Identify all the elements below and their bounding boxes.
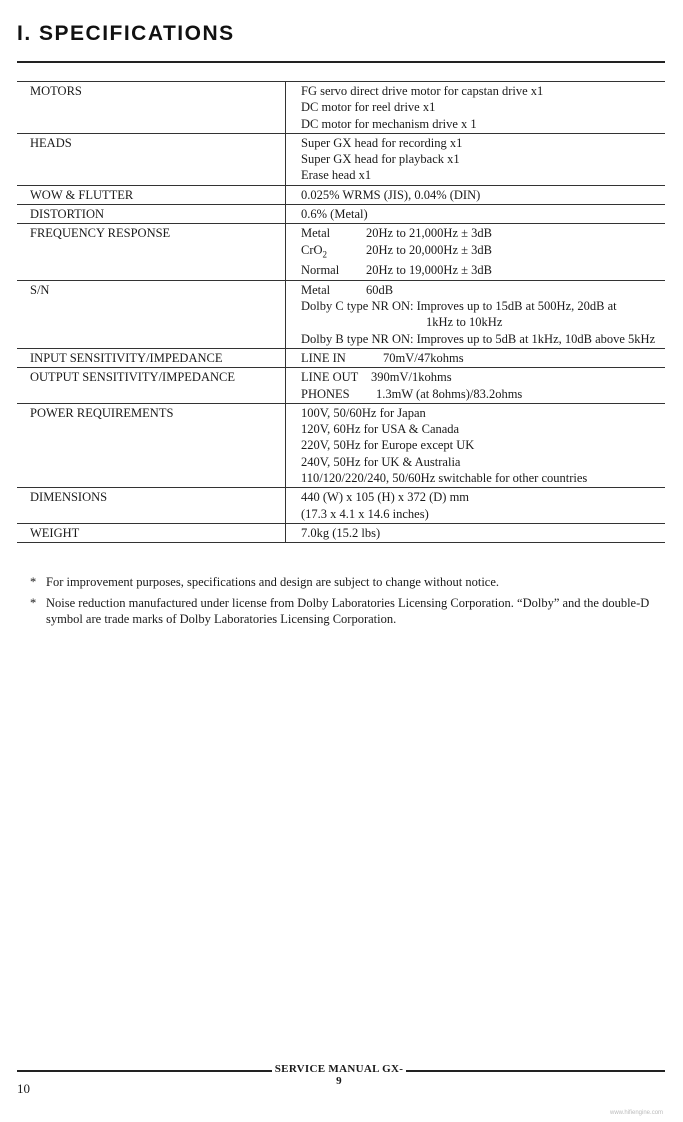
spec-label: FREQUENCY RESPONSE: [30, 226, 171, 241]
port-value: 70mV/47kohms: [383, 350, 464, 365]
title-rule: [17, 61, 665, 63]
sn-value: 60dB: [366, 282, 394, 297]
spec-line: 240V, 50Hz for UK & Australia: [301, 454, 461, 469]
page-number: 10: [17, 1081, 30, 1096]
asterisk: *: [30, 575, 37, 589]
spec-line: FG servo direct drive motor for capstan drive x1: [301, 84, 544, 98]
spec-label: OUTPUT SENSITIVITY/IMPEDANCE: [30, 370, 235, 385]
spec-row-weight: [17, 523, 665, 542]
note-text: For improvement purposes, specifications and design are subject to change without notice.: [46, 575, 500, 589]
tape-type-base: CrO: [301, 242, 323, 257]
asterisk: *: [30, 595, 37, 610]
spec-pair-metal: [301, 225, 663, 241]
freq-range: 20Hz to 19,000Hz ± 3dB: [366, 263, 492, 278]
specifications-table: [17, 81, 665, 543]
spec-value: [286, 403, 666, 487]
spec-value: 0.6% (Metal): [286, 205, 666, 224]
spec-line: 110/120/220/240, 50/60Hz switchable for other countries: [301, 471, 588, 486]
spec-value: [286, 488, 666, 524]
spec-value: 0.025% WRMS (JIS), 0.04% (DIN): [286, 185, 666, 204]
spec-row-input: [17, 348, 665, 367]
spec-pair-line-out: [301, 369, 663, 385]
spec-row-heads: [17, 133, 665, 185]
spec-row-motors: [17, 82, 665, 134]
port-value: 390mV/1kohms: [371, 370, 452, 385]
spec-line: Dolby B type NR ON: Improves up to 5dB at 1kHz, 10dB above 5kHz: [301, 331, 656, 346]
spec-line: 1kHz to 10kHz: [426, 315, 503, 330]
note-item: [30, 595, 670, 628]
note-text: Noise reduction manufactured under license from Dolby Laboratories Licensing Corporation. “Dolby” and the double-D symbol are trade marks of Dolby Laboratories Licensing Corporation.: [46, 595, 650, 626]
spec-row-wow-flutter: [17, 185, 665, 204]
spec-label: POWER REQUIREMENTS: [30, 405, 174, 420]
spec-label: DIMENSIONS: [30, 490, 108, 505]
spec-label: WOW & FLUTTER: [30, 187, 134, 202]
port-name: LINE OUT: [301, 370, 359, 385]
spec-row-distortion: [17, 205, 665, 224]
spec-line: Super GX head for playback x1: [301, 152, 460, 167]
spec-line: (17.3 x 4.1 x 14.6 inches): [301, 506, 429, 521]
spec-row-frequency-response: [17, 224, 665, 280]
spec-row-sn: [17, 280, 665, 348]
spec-value: [286, 348, 666, 367]
spec-value: [286, 133, 666, 185]
spec-row-dimensions: [17, 488, 665, 524]
page-title: I. SPECIFICATIONS: [17, 22, 235, 45]
spec-line: Super GX head for recording x1: [301, 135, 463, 150]
note-item: [30, 574, 670, 591]
spec-line: 440 (W) x 105 (H) x 372 (D) mm: [301, 490, 470, 505]
spec-value: [286, 82, 666, 134]
tape-type: Metal: [301, 226, 331, 241]
spec-line: Erase head x1: [301, 168, 372, 183]
spec-row-power: [17, 403, 665, 487]
spec-line: 100V, 50/60Hz for Japan: [301, 405, 426, 420]
tape-type: [301, 242, 366, 263]
spec-label: MOTORS: [30, 84, 82, 98]
spec-row-output: [17, 368, 665, 404]
spec-line: 220V, 50Hz for Europe except UK: [301, 438, 475, 453]
notes: [30, 574, 670, 632]
footer-manual-title: SERVICE MANUAL GX-9: [274, 1063, 404, 1087]
footer-rule-left: [17, 1070, 272, 1072]
tape-type: Normal: [301, 263, 340, 278]
spec-label: S/N: [30, 282, 50, 297]
port-name: PHONES: [301, 386, 350, 401]
spec-value: [286, 280, 666, 348]
spec-label: WEIGHT: [30, 525, 80, 540]
spec-pair-cro2: [301, 242, 663, 263]
spec-value: 7.0kg (15.2 lbs): [286, 523, 666, 542]
spec-line: DC motor for reel drive x1: [301, 100, 436, 115]
spec-pair-sn-metal: [301, 282, 663, 298]
spec-pair-line-in: [301, 350, 663, 366]
watermark: www.hifiengine.com: [610, 1110, 664, 1116]
spec-value: [286, 368, 666, 404]
spec-line: Dolby C type NR ON: Improves up to 15dB at 500Hz, 20dB at: [301, 299, 617, 314]
spec-line: 120V, 60Hz for USA & Canada: [301, 422, 460, 437]
spec-line: DC motor for mechanism drive x 1: [301, 116, 477, 131]
tape-type-subscript: 2: [322, 249, 328, 260]
spec-label: INPUT SENSITIVITY/IMPEDANCE: [30, 350, 223, 365]
port-value: 1.3mW (at 8ohms)/83.2ohms: [376, 386, 523, 401]
spec-label: HEADS: [30, 135, 72, 150]
spec-pair-phones: [301, 386, 663, 402]
spec-pair-normal: [301, 262, 663, 278]
freq-range: 20Hz to 20,000Hz ± 3dB: [366, 242, 492, 257]
port-name: LINE IN: [301, 350, 346, 365]
footer-rule-right: [406, 1070, 665, 1072]
spec-label: DISTORTION: [30, 207, 105, 222]
tape-type: Metal: [301, 282, 331, 297]
freq-range: 20Hz to 21,000Hz ± 3dB: [366, 226, 492, 241]
spec-value: [286, 224, 666, 280]
